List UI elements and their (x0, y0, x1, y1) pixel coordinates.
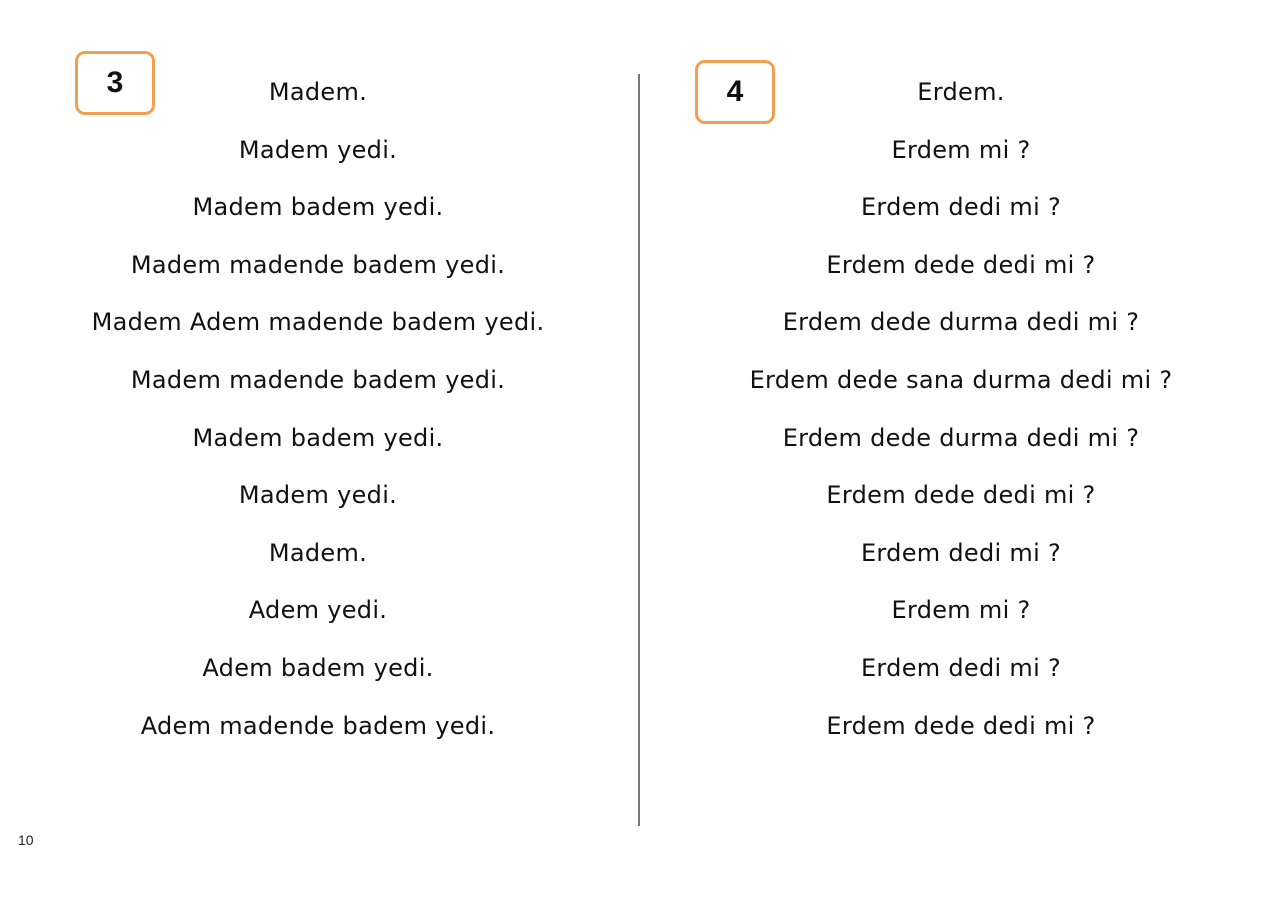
reading-line: Madem badem yedi. (192, 193, 444, 222)
reading-line: Madem yedi. (238, 481, 398, 510)
reading-line: Erdem dede dedi mi ? (826, 481, 1096, 510)
reading-line: Erdem dede dedi mi ? (826, 711, 1096, 740)
reading-line: Erdem dedi mi ? (860, 193, 1062, 222)
reading-line: Erdem mi ? (891, 135, 1031, 164)
reading-line: Madem Adem madende badem yedi. (91, 308, 545, 337)
page-number: 10 (18, 832, 34, 848)
reading-line: Erdem dedi mi ? (860, 653, 1062, 682)
reading-line: Erdem dede durma dedi mi ? (782, 423, 1140, 452)
reading-line: Madem badem yedi. (192, 423, 444, 452)
reading-line: Erdem mi ? (891, 596, 1031, 625)
section-number-badge-3: 3 (75, 51, 155, 115)
reading-line: Adem yedi. (248, 596, 388, 625)
reading-list-left (0, 64, 636, 755)
reading-line: Madem madende badem yedi. (130, 250, 506, 279)
column-divider (638, 74, 640, 826)
reading-line: Erdem dedi mi ? (860, 538, 1062, 567)
reading-line: Erdem dede durma dedi mi ? (782, 308, 1140, 337)
reading-line: Erdem dede sana durma dedi mi ? (749, 365, 1173, 394)
reading-line: Madem yedi. (238, 135, 398, 164)
reading-line: Madem madende badem yedi. (130, 365, 506, 394)
reading-list-right (642, 64, 1280, 755)
reading-line: Adem madende badem yedi. (140, 711, 496, 740)
reading-line: Erdem. (917, 78, 1005, 106)
section-number-badge-4: 4 (695, 60, 775, 124)
reading-line: Erdem dede dedi mi ? (826, 250, 1096, 279)
reading-line: Madem. (268, 78, 368, 106)
reading-line: Adem badem yedi. (202, 653, 434, 682)
reading-line: Madem. (268, 538, 368, 567)
